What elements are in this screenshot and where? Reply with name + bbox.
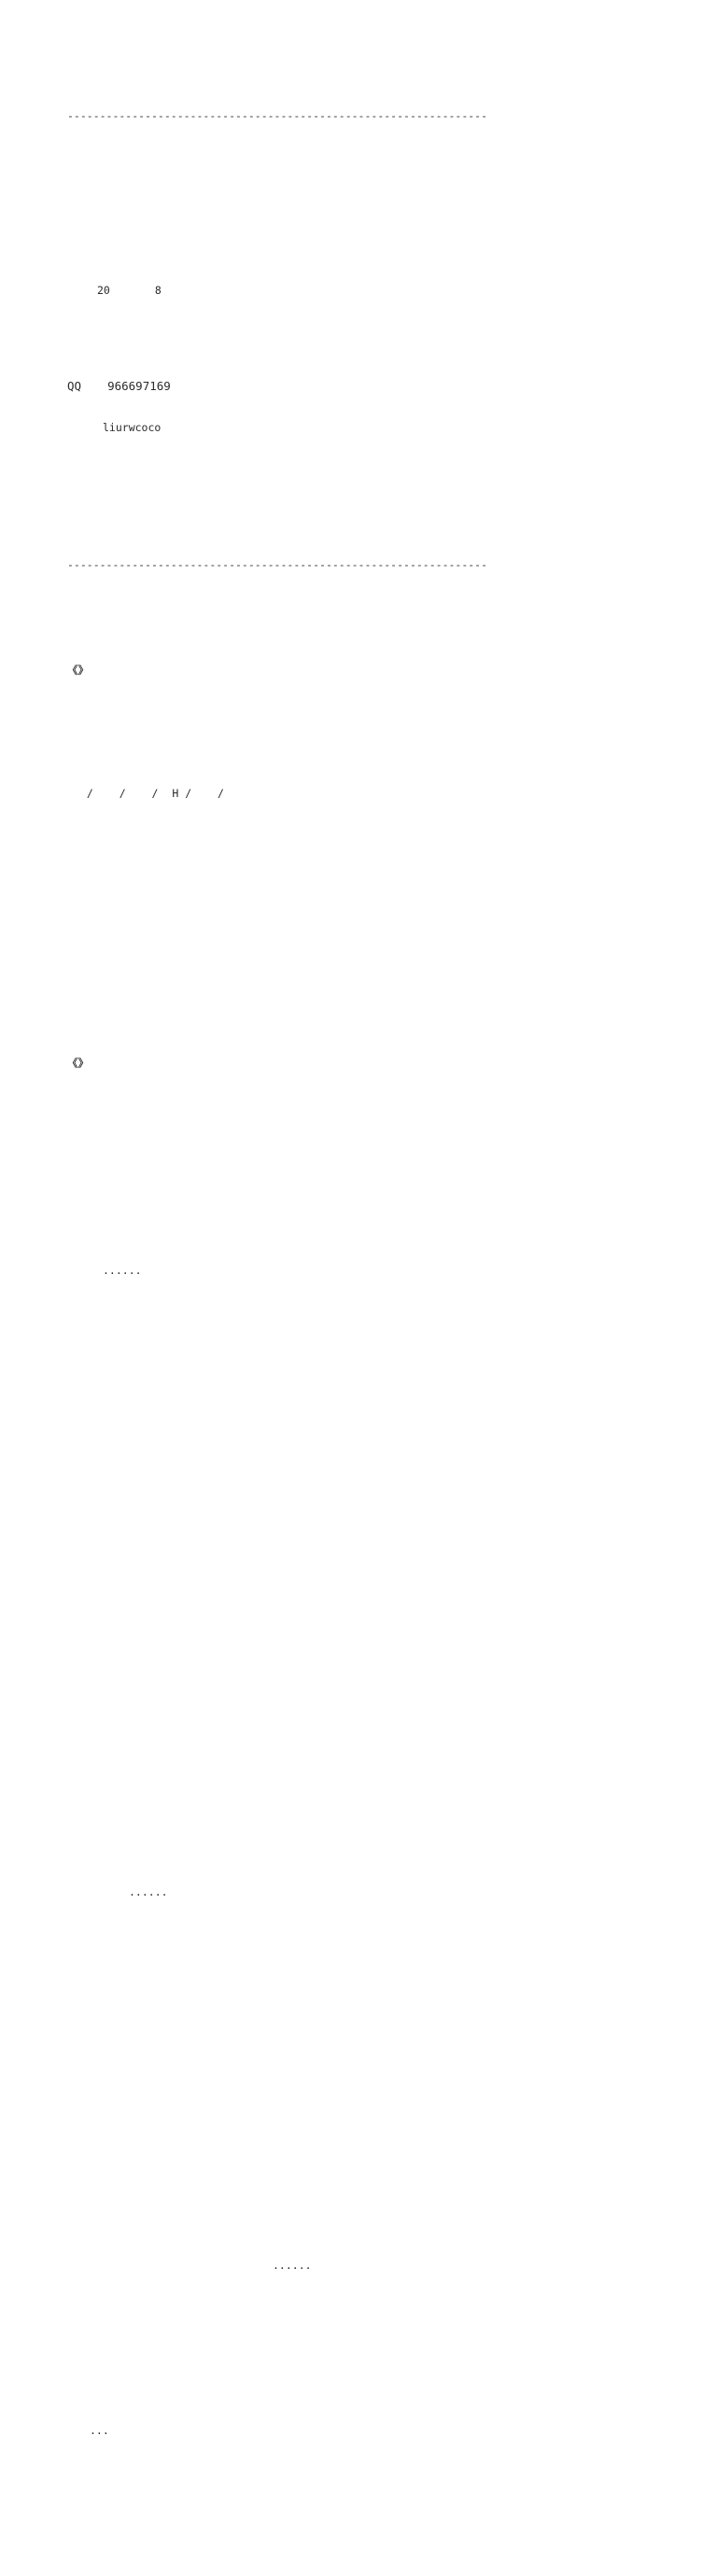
paragraph-dots: ... — [90, 2424, 109, 2438]
paragraph-line — [67, 1678, 655, 1692]
paragraph-line-ellipsis: ...... — [129, 1885, 168, 1899]
paragraph-line — [67, 1513, 655, 1527]
section-one-subtitle — [67, 705, 655, 719]
paragraph-line-ellipsis: ...... — [273, 2258, 312, 2272]
paragraph-line — [67, 1388, 655, 1402]
contact-id: liurwcoco — [103, 421, 162, 435]
paragraph-line — [67, 1761, 655, 1775]
bottom-rule: ----------------------------------------------------------------- — [67, 558, 488, 572]
nav-slash-2: / — [112, 787, 133, 801]
paragraph-line — [67, 1802, 655, 1816]
paragraph-line — [67, 2009, 655, 2023]
paragraph-line — [67, 2383, 655, 2397]
paragraph-line — [67, 2341, 655, 2355]
document-body — [67, 68, 655, 2576]
nav-letter: H — [172, 787, 179, 801]
info-line-1 — [67, 243, 655, 257]
notice-line — [67, 517, 655, 531]
paragraph-line — [67, 1347, 655, 1361]
paragraph-line — [67, 1595, 655, 1609]
count-b: 8 — [154, 283, 162, 297]
paragraph-line — [67, 1099, 655, 1113]
paragraph-line-ellipsis: ...... — [103, 1264, 142, 1278]
paragraph-line — [67, 2217, 655, 2231]
paragraph-line — [67, 2507, 655, 2521]
paragraph-line — [67, 1554, 655, 1568]
paragraph-line — [67, 1719, 655, 1733]
nav-slash-3: / — [145, 787, 165, 801]
breadcrumb-nav — [67, 787, 655, 801]
top-rule: ----------------------------------------------------------------- — [67, 109, 488, 123]
section-two-marker: 《》 — [67, 1057, 89, 1071]
info-line-2 — [67, 284, 655, 298]
count-a: 20 — [97, 283, 110, 297]
paragraph-line — [67, 2300, 655, 2314]
paragraph-line — [67, 1968, 655, 1982]
paragraph-line — [67, 1637, 655, 1651]
paragraph-line — [67, 2176, 655, 2190]
intro-line — [67, 151, 655, 165]
nav-slash-1: / — [80, 787, 100, 801]
paragraph-line — [67, 1223, 655, 1237]
nav-slash-4: / — [178, 787, 199, 801]
section-one-line — [67, 951, 655, 965]
paragraph-line — [67, 1306, 655, 1320]
paragraph-line — [67, 2548, 655, 2562]
section-one-marker: 《》 — [67, 664, 89, 678]
paragraph-line — [67, 2465, 655, 2479]
paragraph-line — [67, 1844, 655, 1858]
paragraph-line — [67, 1181, 655, 1195]
paragraph-line — [67, 2093, 655, 2107]
nav-slash-5: / — [211, 787, 231, 801]
section-one-note — [67, 869, 655, 883]
paragraph-line — [67, 2051, 655, 2065]
paragraph-line — [67, 1140, 655, 1154]
qq-label: QQ — [67, 378, 82, 393]
paragraph-line — [67, 2134, 655, 2148]
contact-line — [67, 421, 655, 435]
qq-line — [67, 380, 655, 394]
paragraph-line — [67, 1471, 655, 1485]
qq-number: 966697169 — [107, 378, 171, 393]
paragraph-line — [67, 1926, 655, 1940]
paragraph-line — [67, 1430, 655, 1444]
